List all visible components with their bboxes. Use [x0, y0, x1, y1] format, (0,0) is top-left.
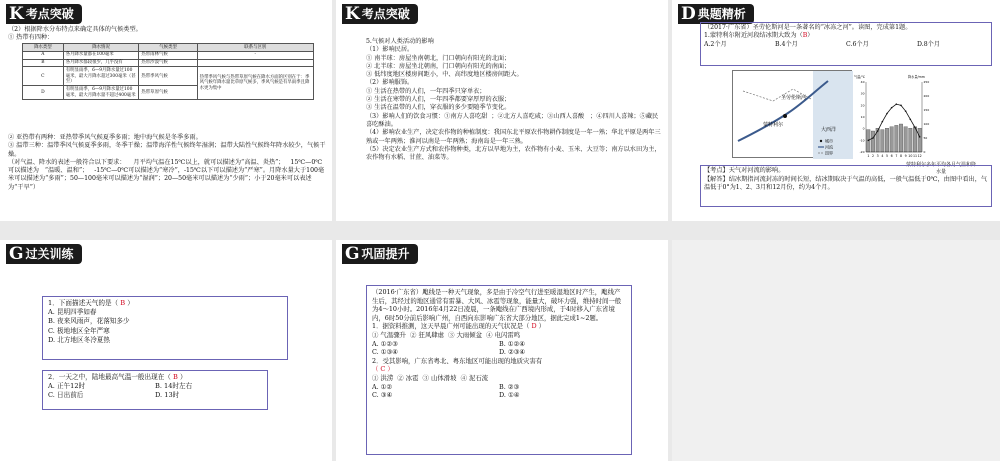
tag-letter: D	[681, 4, 696, 24]
tag-letter: G	[345, 244, 360, 264]
passage: （2016·广东省）飑线是一种天气现象，多是由于冷空气行进至暖湿地区时产生，飑线产生后，其经过的地区通常有雷暴、大风、冰雹等现象，能量大，破坏力强，维持时间一般为4～10小时。2016年4月22日凌晨，一条飑线在广西境内形成，于4时移入广东省境内，6时50分前后影响广州，自西向东影响广东省大部分地区，据此完成1~2题。	[372, 288, 622, 322]
option: C. 日出前后	[48, 391, 84, 400]
table-cell: B	[23, 59, 64, 67]
temp-point	[872, 137, 874, 139]
y2-tick-label: 50	[923, 136, 928, 140]
option: D. ①④	[499, 391, 520, 400]
question-stem-end: ）	[536, 322, 546, 331]
table-header: 联系与区别	[197, 44, 313, 52]
option: B. 夜来风雨声，花落知多少	[48, 317, 130, 326]
option: C. ①③④	[372, 348, 398, 357]
table-cell: 热带季风气候	[139, 67, 197, 86]
question-stem: （2017·广东省）圣劳伦斯河是一条著名的“冰冻之河”。读图，完成第1题。 1.蒙特利尔附近河段结冰期大致为（	[704, 24, 912, 40]
blank-slide	[672, 240, 1000, 461]
temp-point	[877, 130, 879, 132]
option: C. ③④	[372, 391, 393, 400]
x-tick-label: 1	[867, 154, 870, 158]
option: A. 正午12时	[48, 382, 86, 391]
answer-mark: B	[172, 373, 178, 381]
table-cell: D	[23, 86, 64, 99]
question-box	[366, 285, 632, 455]
x-tick-label: 12	[917, 154, 922, 158]
slide-climate-types	[0, 0, 332, 221]
ocean-label: 大西洋	[821, 127, 837, 133]
table-cell: 有明显雨季，6—9月降水量过100毫米，最大月降水量不超过400毫米	[63, 86, 139, 99]
option: C.6个月	[846, 40, 869, 48]
river-map	[732, 70, 852, 158]
answer-mark: D	[531, 322, 537, 331]
table-header: 降水情况	[63, 44, 139, 52]
y2-axis-title: 降水量/mm	[908, 75, 925, 79]
option: B. 14时左右	[155, 382, 193, 391]
precip-bar	[871, 131, 874, 152]
question-items: ① 气温骤升 ② 狂风肆虐 ③ 大雨倾盆 ④ 电闪雷鸣	[372, 330, 521, 339]
option: A. ①②	[372, 382, 393, 391]
x-tick-label: 11	[912, 154, 918, 158]
option: C. 极地地区全年严寒	[48, 326, 110, 335]
y-tick-label: 0	[862, 126, 865, 131]
tag-title: 考点突破	[25, 7, 74, 21]
intro-text: （2）根据降水分布特点来确定具体的气候类型。 ① 热带有四种：	[8, 26, 142, 42]
option: D. 13时	[155, 391, 180, 400]
table-row	[23, 67, 314, 86]
question-stem-end: ）	[125, 299, 134, 307]
city-marker	[783, 114, 787, 118]
precip-bar	[918, 128, 921, 152]
table-row	[23, 59, 314, 67]
y-tick-label: 20	[860, 103, 865, 108]
question-items: ① 洪涝 ② 冰雹 ③ 山体滑坡 ④ 泥石流	[372, 373, 489, 382]
precip-bar	[895, 125, 898, 152]
map-graphic	[733, 71, 853, 159]
legend-label: 国界	[825, 150, 833, 156]
section-tag	[678, 4, 754, 24]
question-box	[42, 370, 268, 410]
chart-caption: 蒙特利尔多年平均各月气温和降水量	[906, 162, 977, 175]
y-tick-label: 10	[860, 115, 865, 119]
legend-city-marker	[820, 140, 822, 142]
temp-point	[905, 110, 907, 112]
temp-point	[896, 103, 898, 105]
y-tick-label: 40	[860, 80, 865, 84]
x-tick-label: 8	[899, 154, 903, 158]
temp-point	[891, 107, 893, 109]
river-label: 圣劳伦斯河	[781, 95, 807, 101]
precip-bar	[909, 128, 912, 152]
y-tick-label: -20	[859, 150, 865, 154]
temp-point	[868, 140, 870, 142]
y-axis-title: 气温/℃	[854, 75, 866, 79]
table-cell	[197, 59, 313, 67]
x-tick-label: 4	[881, 154, 884, 158]
legend-label: 城市	[825, 138, 833, 144]
precip-bar	[890, 127, 893, 152]
tag-letter: G	[9, 244, 24, 264]
table-cell: 热带季风气候与热带草原气候在降水方面的区别在于：季风气候年降水量比草原气候多，季风气候是有旱雨季且降水更为集中	[197, 67, 313, 99]
temp-point	[914, 127, 916, 129]
section-tag	[342, 4, 418, 24]
y-tick-label: -10	[859, 138, 865, 143]
table-cell: -	[197, 51, 313, 59]
x-tick-label: 2	[871, 154, 875, 158]
tag-letter: K	[345, 4, 360, 24]
question-stem: 2．受其影响，广东省粤北、粤东地区可能出现的地质灾害有	[372, 356, 543, 365]
temp-point	[900, 105, 902, 107]
question-stem-end: ）	[177, 373, 187, 381]
section-tag	[342, 244, 418, 264]
y2-tick-label: 200	[923, 94, 930, 98]
temp-point	[886, 113, 888, 115]
question-box	[42, 296, 288, 360]
body-text: 5.气候对人类活动的影响 （1）影响民居。 ① 南半球：房屋坐南朝北，门口朝向有阳光的北面； ② 北半球：房屋坐北朝南，门口朝向有阳光的南面； ③ 低纬度地区楼房间距小，中、高纬度地区楼房间距大。 （2）影响服饰。 ① 生活在热带的人们，一年四季只穿单衣； ② 生活在寒带的人们，一年四季都要穿厚厚的衣服； ③ 生活在温带的人们，穿衣服的多少要随季节变化。 （3）影响人们的饮食习惯：①南方人喜吃甜 ；②北方人喜吃咸；③山西人喜酸 ；④四川人喜辣；⑤藏民喜吃酥油。 （4）影响农业生产，决定农作物的种植制度：我国东北平原农作物耕作制度是一年一熟；华北平原是两年三熟或一年两熟；淮河以南是一年两熟；海南岛是一年三熟。 （5）决定农业生产方式和农作物种类，北方以旱地为主，农作物有小麦、玉米、大豆等；南方以水田为主，农作物有水稻、甘蔗、油菜等。	[366, 38, 661, 162]
precip-bar	[881, 130, 884, 152]
question-box	[700, 22, 992, 66]
x-tick-label: 10	[908, 154, 913, 158]
tag-title: 巩固提升	[361, 247, 410, 261]
question-stem: 1．据资料推测，这天早晨广州可能出现的天气状况是（	[372, 322, 532, 331]
body-text: ② 亚热带有两种：亚热带季风气候夏季多雨；地中海气候是冬季多雨。 ③ 温带三种：温带季风气候夏季多雨，冬季干燥；温带海洋性气候终年湿润；温带大陆性气候终年降水较少，气候干燥。 （对气温、降水的表述一般符合以下要求： 月平均气温在15℃以上，就可以描述为“高温、炎热”； 15℃—0℃可以描述为 “温暖、温和”； -15℃—0℃可以描述为“寒冷”，-15℃以下可以描述为“严寒”。月降水量大于100毫米可以描述为“多雨”；50—100毫米可以描述为“湿润”；20—50毫米可以描述为“少雨”；小于20毫米可以表述为“干旱”）	[8, 134, 326, 191]
option: B. ②③	[499, 382, 520, 391]
analysis-box: 【考点】天气对河流的影响。 【解答】结冰期指河流封冻的时间长短，结冰期取决于气温的高低，一般气温低于0℃，由图中看出，气温低于0°为1、2、3月和12月份，约为4个月。	[700, 165, 992, 207]
option: D. ②③④	[499, 348, 526, 357]
option: A. 昆明四季如春	[48, 308, 97, 317]
section-tag	[6, 244, 82, 264]
y2-tick-label: 150	[923, 108, 930, 112]
tag-title: 过关训练	[25, 247, 74, 261]
x-tick-label: 6	[890, 154, 893, 158]
table-cell: 各月降水都较很少，几乎没有	[63, 59, 139, 67]
tag-title: 典题精析	[697, 7, 746, 21]
table-cell: 热带雨林气候	[139, 51, 197, 59]
slide-practice	[0, 240, 332, 461]
slide-example-analysis	[672, 0, 1000, 221]
city-label: 蒙特利尔	[763, 122, 784, 128]
y2-tick-label: 100	[923, 122, 930, 126]
answer-mark: （ C ）	[372, 365, 394, 374]
table-cell: C	[23, 67, 64, 86]
option: D.8个月	[917, 40, 941, 48]
table-cell: 热带草原气候	[139, 86, 197, 99]
option: D. 北方地区冬冷夏热	[48, 335, 110, 344]
slide-climate-impact	[336, 0, 668, 221]
y2-tick-label: 250	[923, 80, 930, 84]
y-tick-label: 30	[860, 91, 865, 96]
x-tick-label: 5	[885, 154, 889, 158]
temp-point	[919, 136, 921, 138]
slide-consolidation	[336, 240, 668, 461]
question-stem: 2．一天之中，陆地最高气温一般出现在（	[48, 373, 173, 381]
option: B. ①②④	[499, 339, 525, 348]
y2-tick-label: 0	[923, 150, 926, 154]
precip-bar	[904, 127, 907, 152]
x-tick-label: 3	[876, 154, 879, 158]
option: A.2个月	[704, 40, 727, 48]
ocean-area	[813, 71, 853, 159]
precip-bar	[899, 124, 902, 152]
table-header: 气候类型	[139, 44, 197, 52]
answer-mark: B	[120, 299, 126, 307]
table-cell: A	[23, 51, 64, 59]
answer-mark: B	[802, 32, 808, 40]
question-stem: 1．下面描述天气的是（	[48, 299, 121, 307]
table-row	[23, 51, 314, 59]
x-tick-label: 7	[895, 154, 898, 158]
temp-point	[882, 121, 884, 123]
section-tag	[6, 4, 82, 24]
table-cell: 有明显雨季，6—9月降水量过100毫米，最大月降水超过300毫米（甚至）	[63, 67, 139, 86]
option: A. ①②③	[372, 339, 398, 348]
climate-chart	[852, 70, 932, 170]
tag-letter: K	[9, 4, 24, 24]
question-stem-end: ）	[807, 32, 814, 40]
tag-title: 考点突破	[361, 7, 410, 21]
table-header: 降水类型	[23, 44, 64, 52]
x-tick-label: 9	[904, 154, 907, 158]
legend-label: 河流	[825, 144, 833, 150]
precip-bar	[885, 128, 888, 152]
option: B.4个月	[775, 40, 798, 48]
table-cell: 热带沙漠气候	[139, 59, 197, 67]
table-cell: 各月降水量都在100毫米	[63, 51, 139, 59]
temp-point	[910, 119, 912, 121]
climate-table	[22, 43, 314, 100]
